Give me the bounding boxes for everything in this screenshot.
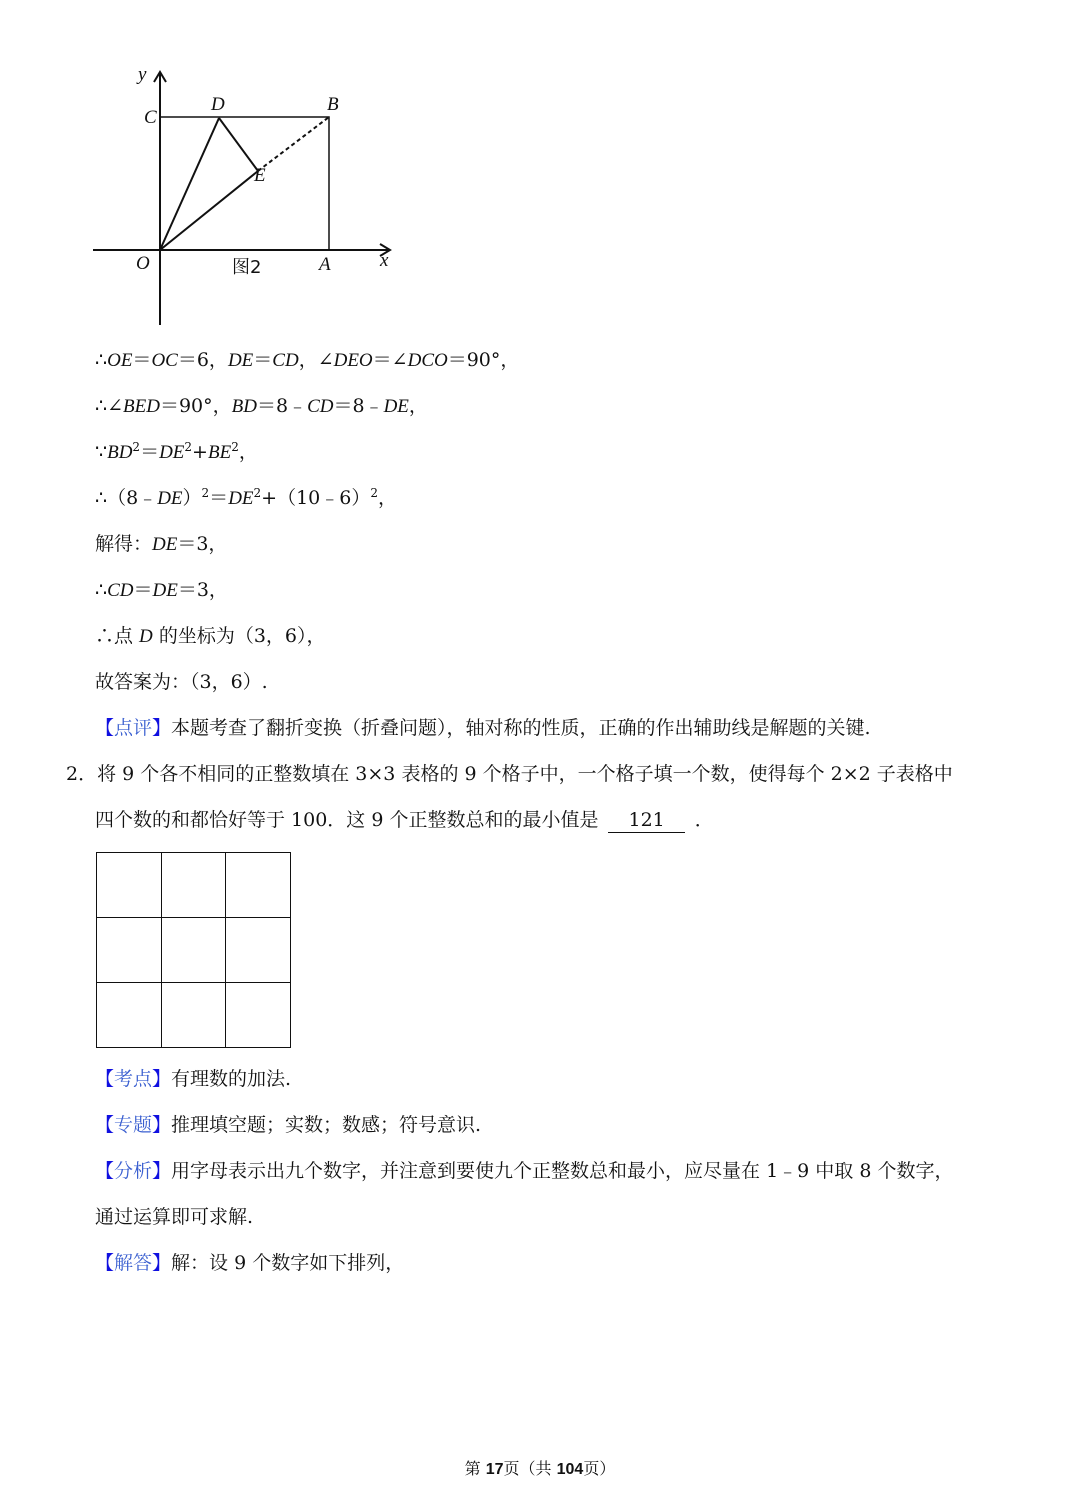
label-o: O: [136, 253, 150, 274]
section-tag: 考点: [114, 1068, 153, 1090]
section-tag: 解答: [114, 1252, 153, 1274]
math-text: ＝: [209, 487, 229, 509]
math-text: ∴: [95, 579, 108, 601]
math-text: ∵: [95, 441, 108, 463]
math-text: ＝: [133, 579, 153, 601]
math-text: DCO: [407, 350, 448, 371]
math-text: D: [139, 626, 153, 647]
grid-cell: [226, 918, 291, 983]
math-text: ∴∠: [95, 395, 124, 417]
math-text: DE: [159, 442, 185, 463]
section-line: 【专题】推理填空题；实数；数感；符号意识.: [95, 1114, 482, 1136]
math-text: ＝6，: [177, 349, 228, 371]
superscript: 2: [201, 486, 210, 500]
solution-line: [95, 532, 227, 557]
math-text: CD: [272, 350, 299, 371]
superscript: 2: [132, 440, 141, 454]
grid-cell: [226, 983, 291, 1048]
section-line: [95, 1205, 253, 1229]
section-text: 通过运算即可求解.: [95, 1206, 254, 1228]
review-text: 本题考查了翻折变换（折叠问题），轴对称的性质，正确的作出辅助线是解题的关键.: [171, 717, 871, 739]
three-by-three-grid: [96, 852, 291, 1048]
section-line: 【分析】用字母表示出九个数字，并注意到要使九个正整数总和最小，应尽量在 1﹣9 中取 8 个数字，: [95, 1160, 954, 1182]
grid-cell: [161, 983, 226, 1048]
math-text: OE: [107, 350, 133, 371]
question-2-line1: 2．将 9 个各不相同的正整数填在 3×3 表格的 9 个格子中，一个格子填一个数，使得每个 2×2 子表格中: [66, 763, 953, 785]
math-text: BE: [207, 442, 232, 463]
section-text: 有理数的加法.: [171, 1068, 292, 1090]
math-text: ＝: [253, 349, 273, 371]
grid-cell: [97, 983, 162, 1048]
math-text: DE: [228, 488, 254, 509]
math-text: DE: [152, 534, 178, 555]
math-text: DE: [152, 580, 178, 601]
solution-line: [95, 670, 268, 694]
math-text: ，∠: [298, 349, 334, 371]
math-text: DEO: [333, 350, 373, 371]
figure-caption: 图2: [232, 257, 262, 278]
math-text: ＝∠: [372, 349, 408, 371]
grid-cell: [161, 918, 226, 983]
math-text: ∴: [95, 349, 108, 371]
math-text: ，: [377, 487, 397, 509]
math-text: BD: [231, 396, 257, 417]
solution-line: [95, 394, 428, 419]
label-c: C: [144, 107, 157, 128]
math-text: ，: [238, 441, 258, 463]
solution-line: [95, 624, 326, 649]
math-text: DE: [157, 488, 183, 509]
grid-cell: [226, 853, 291, 918]
math-text: DE: [383, 396, 409, 417]
page-footer: 第 17页（共 104页）: [464, 1459, 616, 1478]
math-text: ＝3，: [177, 533, 228, 555]
segment-od: [160, 118, 219, 250]
solution-line: [95, 348, 519, 373]
grid-cell: [97, 853, 162, 918]
question-2-line2: 四个数的和都恰好等于 100．这 9 个正整数总和的最小值是 121 ．: [95, 809, 714, 831]
math-text: ＝3，: [177, 579, 228, 601]
math-text: ，: [408, 395, 428, 417]
answer-blank: 121: [608, 808, 684, 833]
math-text: 的坐标为（3，6），: [152, 625, 326, 647]
section-text: 推理填空题；实数；数感；符号意识.: [171, 1114, 482, 1136]
superscript: 2: [231, 440, 239, 454]
math-text: 故答案为：（3，6）.: [95, 671, 268, 693]
geometry-figure: [90, 60, 410, 330]
superscript: 2: [184, 440, 193, 454]
solution-line: [95, 486, 397, 511]
label-a: A: [319, 254, 331, 275]
math-text: ＝90°，: [447, 349, 520, 371]
math-text: ＝: [140, 441, 160, 463]
review-line: 【点评】本题考查了翻折变换（折叠问题），轴对称的性质，正确的作出辅助线是解题的关键.: [95, 717, 871, 739]
math-text: ∴点: [95, 625, 140, 647]
solution-line: [95, 578, 228, 603]
review-tag: 点评: [114, 717, 153, 739]
math-text: BED: [123, 396, 160, 417]
math-text: ＝8﹣: [333, 395, 384, 417]
math-text: ∴（8﹣: [95, 487, 158, 509]
math-text: DE: [227, 350, 254, 371]
math-text: CD: [107, 580, 134, 601]
grid-cell: [161, 853, 226, 918]
superscript: 2: [253, 486, 262, 500]
math-text: +: [192, 441, 208, 463]
solution-line: [95, 440, 258, 465]
label-y: y: [138, 64, 147, 85]
label-x: x: [380, 250, 389, 271]
section-tag: 分析: [114, 1160, 153, 1182]
math-text: ＝: [132, 349, 152, 371]
math-text: ＝8﹣: [256, 395, 308, 417]
section-text: 解：设 9 个数字如下排列，: [171, 1252, 405, 1274]
section-tag: 专题: [114, 1114, 153, 1136]
grid-cell: [97, 918, 162, 983]
math-text: ＝90°，: [159, 395, 232, 417]
superscript: 2: [370, 486, 378, 500]
label-b: B: [327, 94, 339, 115]
segment-de: [219, 118, 258, 171]
label-d: D: [211, 94, 225, 115]
section-line: 【考点】有理数的加法.: [95, 1068, 292, 1090]
segment-oe: [160, 171, 258, 250]
section-text: 用字母表示出九个数字，并注意到要使九个正整数总和最小，应尽量在 1﹣9 中取 8 个数字，: [171, 1160, 954, 1182]
label-e: E: [254, 165, 266, 186]
segment-eb-dashed: [258, 117, 329, 171]
math-text: BD: [107, 442, 133, 463]
math-text: +（10﹣6）: [261, 487, 371, 509]
math-text: ）: [182, 487, 202, 509]
math-text: 解得：: [95, 533, 153, 555]
section-line: 【解答】解：设 9 个数字如下排列，: [95, 1252, 405, 1274]
math-text: OC: [151, 350, 178, 371]
math-text: CD: [307, 396, 334, 417]
